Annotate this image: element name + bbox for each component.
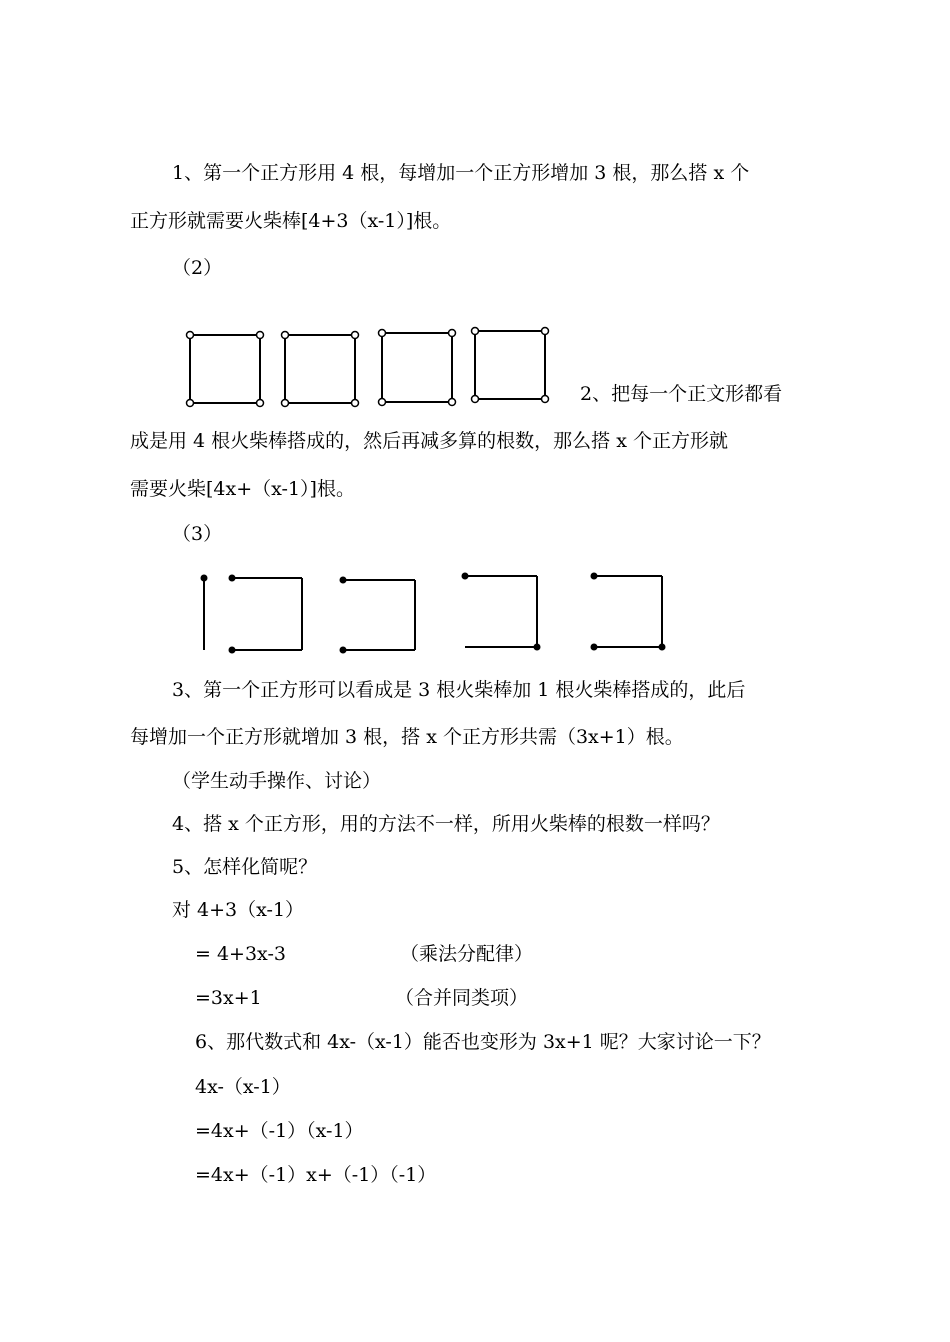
calc2-start: 4x-（x-1） <box>195 1076 291 1098</box>
square-3 <box>379 330 456 406</box>
p1-line1: 1、第一个正方形用 4 根，每增加一个正方形增加 3 根，那么搭 x 个 <box>172 162 750 184</box>
square-4 <box>472 328 549 403</box>
bracket-3 <box>462 573 541 651</box>
calc-step2: =3x+1 <box>195 987 262 1009</box>
squares-figure <box>180 325 580 415</box>
p1-line2: 正方形就需要火柴棒[4+3（x-1）]根。 <box>130 210 452 232</box>
note: （学生动手操作、讨论） <box>172 770 382 792</box>
p2-line1: 2、把每一个正文形都看 <box>580 383 783 405</box>
question-6: 6、那代数式和 4x-（x-1）能否也变形为 3x+1 呢？大家讨论一下？ <box>195 1031 771 1053</box>
matchstick-figure <box>190 570 690 660</box>
calc-step2-note: （合并同类项） <box>395 987 529 1009</box>
label-3: （3） <box>172 523 223 545</box>
calc2-step2: =4x+（-1）x+（-1）（-1） <box>195 1164 437 1186</box>
calc2-step1: =4x+（-1）（x-1） <box>195 1120 364 1142</box>
label-2: （2） <box>172 257 223 279</box>
p2-line2: 成是用 4 根火柴棒搭成的，然后再减多算的根数，那么搭 x 个正方形就 <box>130 430 728 452</box>
square-1 <box>187 332 264 407</box>
bracket-2 <box>340 577 416 654</box>
calc-start: 对 4+3（x-1） <box>172 899 305 921</box>
square-2 <box>282 332 359 407</box>
calc-step1: = 4+3x-3 <box>195 943 286 965</box>
p2-line3: 需要火柴[4x+（x-1）]根。 <box>130 478 355 500</box>
question-5: 5、怎样化简呢？ <box>172 856 318 878</box>
p3-line2: 每增加一个正方形就增加 3 根，搭 x 个正方形共需（3x+1）根。 <box>130 726 684 748</box>
single-stick <box>201 575 208 651</box>
p3-line1: 3、第一个正方形可以看成是 3 根火柴棒加 1 根火柴棒搭成的，此后 <box>172 679 746 701</box>
calc-step1-note: （乘法分配律） <box>400 943 534 965</box>
bracket-4 <box>591 573 666 651</box>
question-4: 4、搭 x 个正方形，用的方法不一样，所用火柴棒的根数一样吗？ <box>172 813 720 835</box>
bracket-1 <box>229 575 303 654</box>
